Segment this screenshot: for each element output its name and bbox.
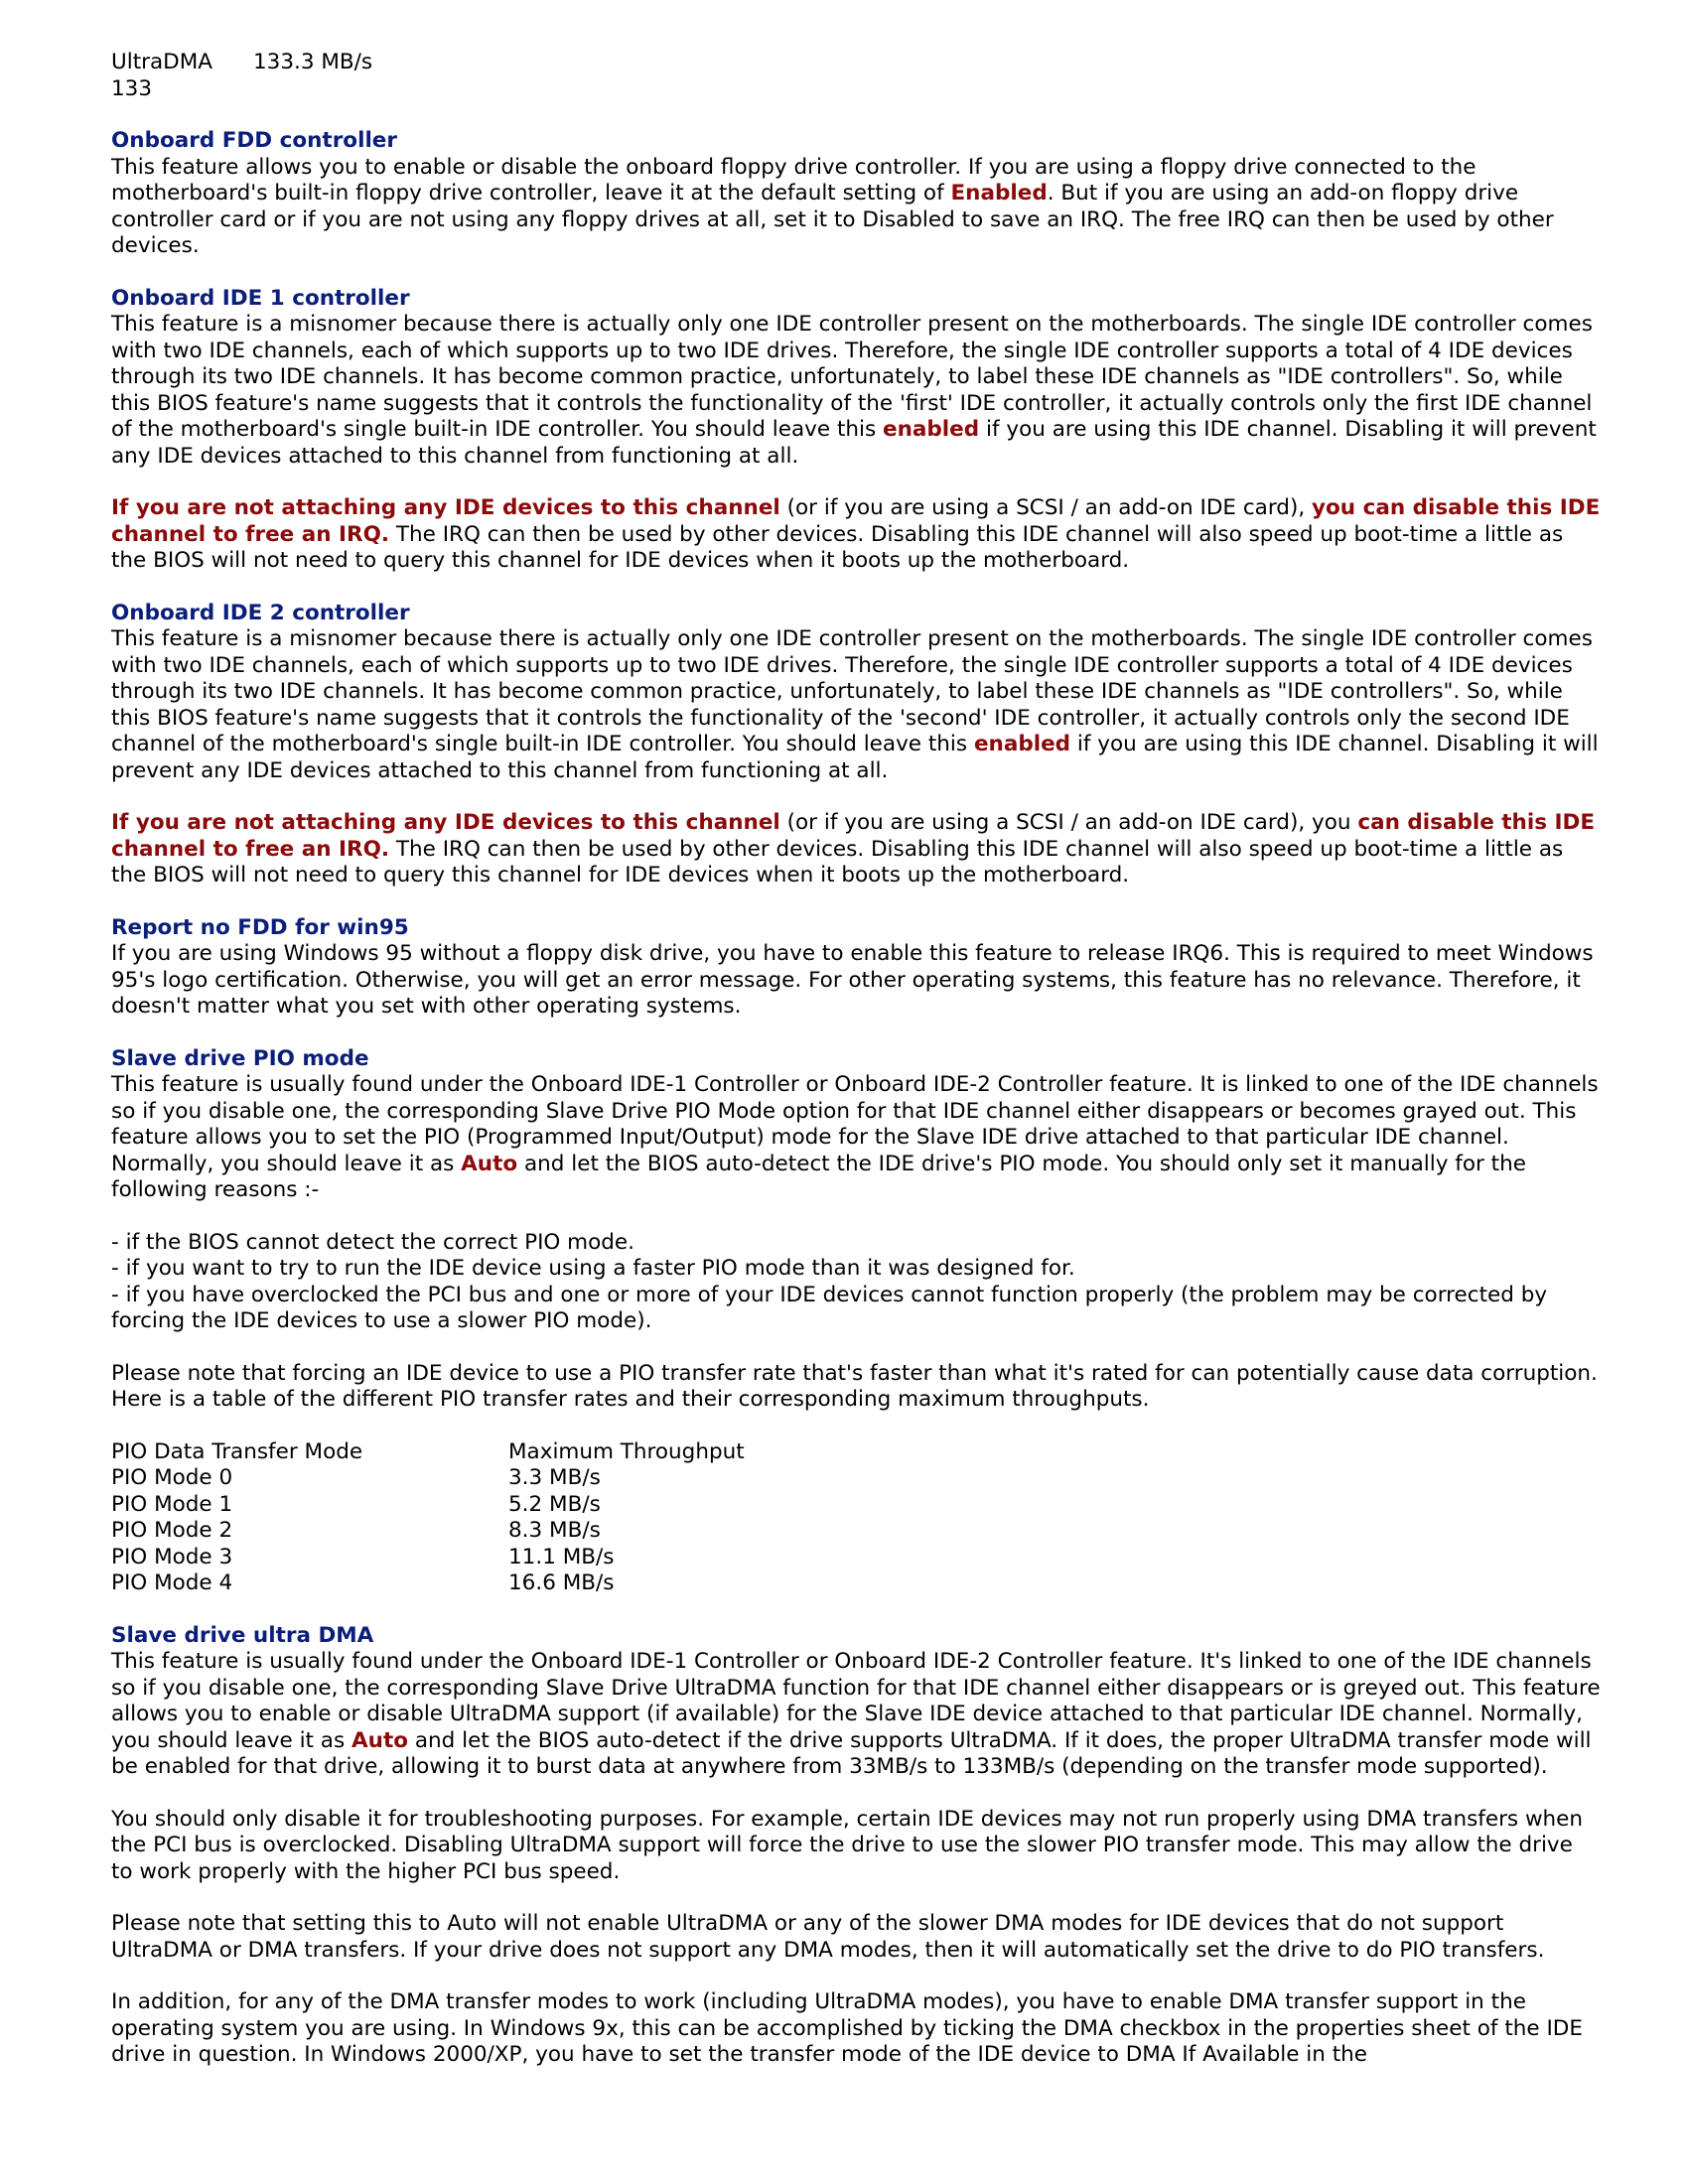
table-header-cell: PIO Data Transfer Mode [111, 1438, 363, 1464]
table-cell: PIO Mode 2 [111, 1518, 233, 1543]
highlight-text: can disable this IDE channel to free an IRQ. [111, 810, 1596, 862]
highlight-text: If you are not attaching any IDE devices to this channel [111, 810, 780, 835]
list-item: - if you have overclocked the PCI bus and one or more of your IDE devices cannot function properly (the problem may be corrected by forcing the IDE devices to use a slower PIO mode). [111, 1282, 1548, 1333]
table-cell: 5.2 MB/s [508, 1491, 601, 1517]
table-cell: PIO Mode 1 [111, 1491, 233, 1517]
highlight-text: you can disable this IDE channel to free an IRQ. [111, 495, 1601, 547]
table-row [111, 1545, 1601, 1571]
text-run: if you are using this IDE channel. Disabling it will prevent any IDE devices attached to this channel from functioning at all. [111, 417, 1597, 469]
reasons-list [111, 1230, 1601, 1335]
list-item: - if you want to try to run the IDE device using a faster PIO mode than it was designed for. [111, 1256, 1075, 1281]
table-cell: PIO Mode 4 [111, 1570, 233, 1595]
table-cell: PIO Mode 0 [111, 1465, 233, 1490]
section-paragraph [111, 626, 1601, 784]
section-paragraph: In addition, for any of the DMA transfer modes to work (including UltraDMA modes), you have to enable DMA transfer support in the operating system you are using. In Windows 9x, this can be accomplished by ticking the DMA checkbox in the properties sheet of the IDE drive in question. In Windows 2000/XP, you have to set the transfer mode of the IDE device to DMA If Available in the [111, 1989, 1583, 2067]
section-paragraph [111, 810, 1601, 889]
section-paragraph [111, 1649, 1601, 1781]
section-paragraph: You should only disable it for troubleshooting purposes. For example, certain IDE devices may not run properly using DMA transfers when the PCI bus is overclocked. Disabling UltraDMA support will force the drive to use the slower PIO transfer mode. This may allow the drive to work properly with the higher PCI bus speed. [111, 1806, 1584, 1884]
section-paragraph [111, 1072, 1601, 1204]
section-heading: Slave drive PIO mode [111, 1045, 369, 1071]
text-run: and let the BIOS auto-detect the IDE drive's PIO mode. You should only set it manually for the following reasons :- [111, 1151, 1526, 1202]
table-row [111, 1518, 1601, 1545]
text-run: This feature is a misnomer because there is actually only one IDE controller present on the motherboards. The single IDE controller comes with two IDE channels, each of which supports up to two IDE drives. Therefore, the single IDE controller supports a total of 4 IDE devices through its two IDE channels. It has become common practice, unfortunately, to label these IDE channels as "IDE controllers". So, while this BIOS feature's name suggests that it controls the functionality of the 'first' IDE controller, it actually controls only the first IDE channel of the motherboard's single built-in IDE controller. You should leave this [111, 312, 1593, 442]
table-row [111, 1570, 1601, 1597]
highlight-text: enabled [973, 732, 1071, 756]
section-onboard-ide-1-controller [111, 286, 1601, 575]
section-slave-drive-pio-mode [111, 1046, 1601, 1597]
section-paragraph: If you are using Windows 95 without a floppy disk drive, you have to enable this feature to release IRQ6. This is required to meet Windows 95's logo certification. Otherwise, you will get an error message. For other operating systems, this feature has no relevance. Therefore, it doesn't matter what you set with other operating systems. [111, 941, 1594, 1019]
section-slave-drive-ultra-dma [111, 1623, 1601, 2069]
text-run: This feature allows you to enable or disable the onboard floppy drive controller. If you are using a floppy drive connected to the motherboard's built-in floppy drive controller, leave it at the default setting of [111, 154, 1477, 205]
section-heading: Report no FDD for win95 [111, 914, 409, 940]
highlight-text: enabled [883, 417, 980, 442]
text-run: This feature is usually found under the Onboard IDE-1 Controller or Onboard IDE-2 Controller feature. It is linked to one of the IDE channels so if you disable one, the corresponding Slave Drive PIO Mode option for that IDE channel either disappears or becomes grayed out. This feature allows you to set the PIO (Programmed Input/Output) mode for the Slave IDE drive attached to that particular IDE channel. Normally, you should leave it as [111, 1072, 1599, 1176]
section-paragraph [111, 495, 1601, 575]
pio-transfer-table [111, 1439, 1601, 1597]
document-page [111, 50, 1601, 2069]
text-run: This feature is a misnomer because there is actually only one IDE controller present on the motherboards. The single IDE controller comes with two IDE channels, each of which supports up to two IDE drives. Therefore, the single IDE controller supports a total of 4 IDE devices through its two IDE channels. It has become common practice, unfortunately, to label these IDE channels as "IDE controllers". So, while this BIOS feature's name suggests that it controls the functionality of the 'second' IDE controller, it actually controls only the second IDE channel of the motherboard's single built-in IDE controller. You should leave this [111, 626, 1593, 756]
section-paragraph: Please note that forcing an IDE device to use a PIO transfer rate that's faster than what it's rated for can potentially cause data corruption. Here is a table of the different PIO transfer rates and their corresponding maximum throughputs. [111, 1360, 1598, 1412]
table-header-cell: Maximum Throughput [508, 1438, 745, 1464]
table-row [111, 1465, 1601, 1492]
section-onboard-fdd-controller [111, 128, 1601, 260]
section-report-no-fdd-for-win95 [111, 915, 1601, 1021]
table-cell: 3.3 MB/s [508, 1465, 601, 1490]
text-run: and let the BIOS auto-detect if the drive supports UltraDMA. If it does, the proper UltraDMA transfer mode will be enabled for that drive, allowing it to burst data at anywhere from 33MB/s to 133MB/s (depending on the transfer mode supported). [111, 1727, 1592, 1779]
highlight-text: Auto [352, 1727, 409, 1753]
table-cell: 8.3 MB/s [508, 1518, 601, 1543]
text-run: . But if you are using an add-on floppy drive controller card or if you are not using any floppy drives at all, set it to Disabled to save an IRQ. The free IRQ can then be used by other devices. [111, 181, 1554, 258]
section-onboard-ide-2-controller [111, 601, 1601, 889]
text-run: The IRQ can then be used by other devices. Disabling this IDE channel will also speed up boot-time a little as the BIOS will not need to query this channel for IDE devices when it boots up the motherboard. [111, 836, 1564, 887]
text-run: if you are using this IDE channel. Disabling it will prevent any IDE devices attached to this channel from functioning at all. [111, 732, 1599, 783]
table-cell: PIO Mode 3 [111, 1544, 233, 1570]
top-row-speed: 133.3 MB/s [253, 50, 373, 74]
section-paragraph [111, 155, 1601, 260]
text-run: (or if you are using a SCSI / an add-on IDE card), you [779, 810, 1358, 835]
text-run: (or if you are using a SCSI / an add-on IDE card), [779, 495, 1312, 520]
table-cell: 11.1 MB/s [508, 1544, 615, 1570]
highlight-text: Enabled [950, 181, 1048, 205]
section-heading: Onboard IDE 2 controller [111, 600, 410, 625]
highlight-text: If you are not attaching any IDE devices to this channel [111, 495, 780, 520]
top-row-mode: UltraDMA 133 [111, 50, 212, 101]
highlight-text: Auto [461, 1151, 518, 1176]
ultradma-133-row [111, 50, 1601, 102]
section-heading: Onboard IDE 1 controller [111, 285, 410, 311]
text-run: The IRQ can then be used by other devices. Disabling this IDE channel will also speed up boot-time a little as the BIOS will not need to query this channel for IDE devices when it boots up the motherboard. [111, 521, 1564, 573]
section-heading: Slave drive ultra DMA [111, 1622, 374, 1648]
table-cell: 16.6 MB/s [508, 1570, 615, 1595]
table-row [111, 1492, 1601, 1519]
section-paragraph [111, 312, 1601, 470]
section-heading: Onboard FDD controller [111, 128, 397, 153]
table-header-row [111, 1439, 1601, 1466]
section-paragraph: Please note that setting this to Auto will not enable UltraDMA or any of the slower DMA modes for IDE devices that do not support UltraDMA or DMA transfers. If your drive does not support any DMA modes, then it will automatically set the drive to do PIO transfers. [111, 1911, 1545, 1963]
list-item: - if the BIOS cannot detect the correct PIO mode. [111, 1229, 634, 1255]
text-run: This feature is usually found under the Onboard IDE-1 Controller or Onboard IDE-2 Controller feature. It's linked to one of the IDE channels so if you disable one, the corresponding Slave Drive UltraDMA function for that IDE channel either disappears or is greyed out. This feature allows you to enable or disable UltraDMA support (if available) for the Slave IDE device attached to that particular IDE channel. Normally, you should leave it as [111, 1649, 1601, 1753]
